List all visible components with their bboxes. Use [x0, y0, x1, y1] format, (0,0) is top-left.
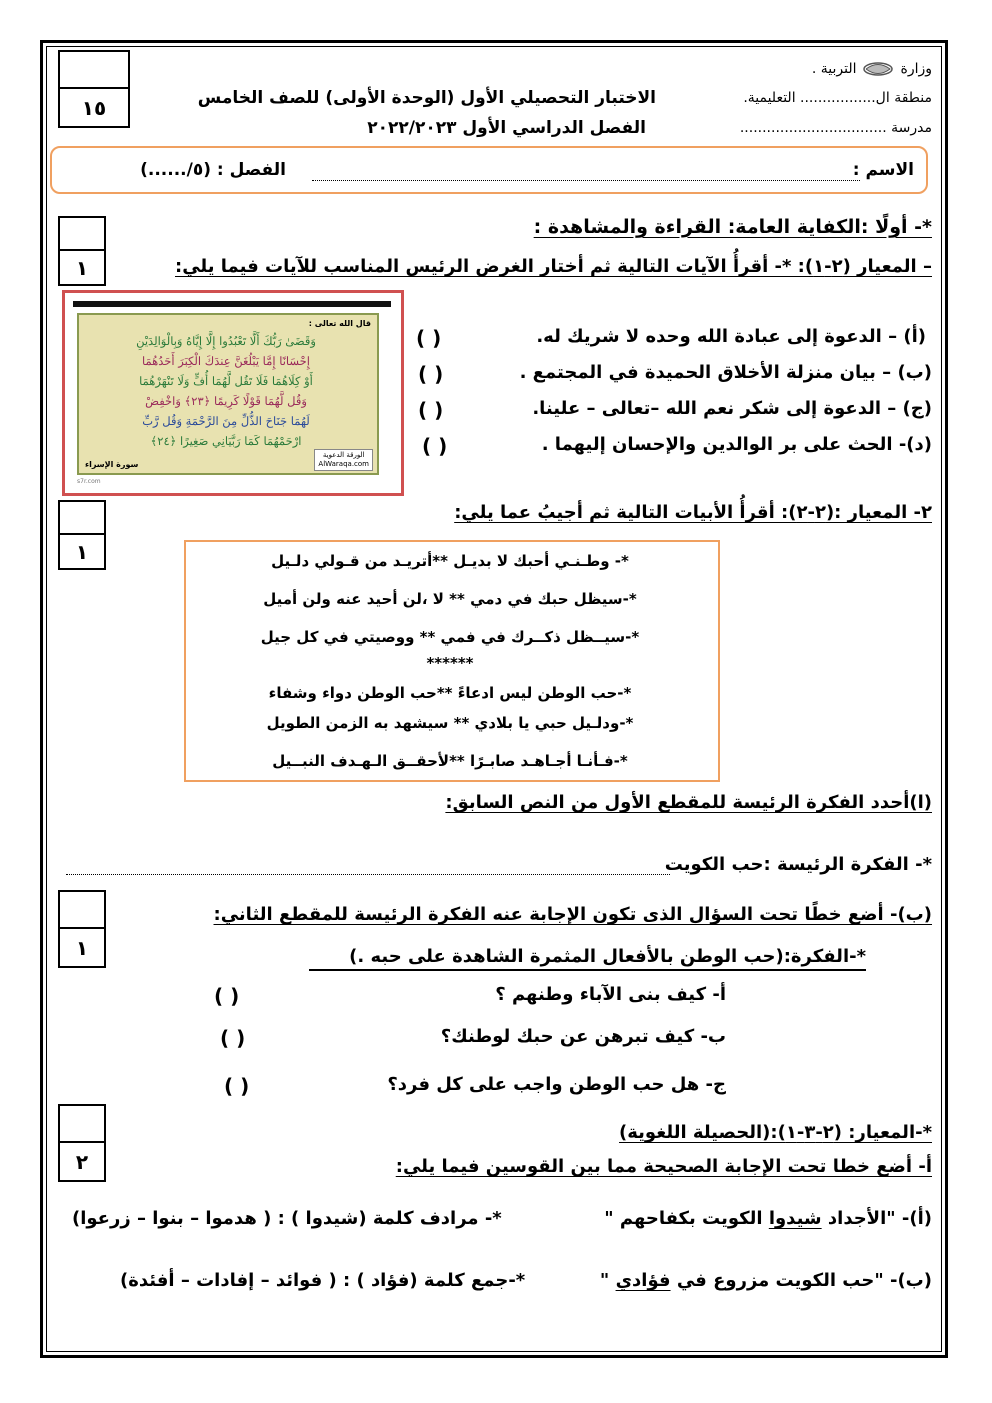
answer-paren-q-c[interactable]: ( )	[224, 1074, 250, 1098]
total-score: ١٥	[81, 95, 107, 120]
ministry-line	[812, 60, 932, 78]
answer-paren-q-b[interactable]: ( )	[220, 1026, 246, 1050]
main-idea: *-الفكرة:(حب الوطن بالأفعال المثمرة الشاهدة على حبه .)	[309, 946, 866, 971]
image-watermark: s7r.com	[77, 478, 101, 485]
answer-paren-d[interactable]: ( )	[422, 434, 448, 458]
section2-standard: ٢- المعيار :(٢-٢): أقرأُ الأبيات التالية ثم أجيبُ عما يلي:	[454, 502, 932, 523]
logo-line: الورقة الدعوية	[322, 451, 365, 459]
section2-score-box	[58, 500, 106, 570]
verse-line: وَقَضَىٰ رَبُّكَ أَلَّا تَعْبُدُوا إِلَّا إِيَّاهُ وَبِالْوَالِدَيْنِ	[136, 334, 316, 348]
exam-title: الاختبار التحصيلي الأول (الوحدة الأولى) للصف الخامس	[197, 88, 656, 108]
school-line: مدرسة .................................	[739, 120, 932, 136]
poem-line: *-فـأنـا أجـاهـد صابـرًا **لأحقــق الـهـدف النبــيل	[272, 752, 628, 770]
item-b-rest: "	[599, 1270, 610, 1291]
section2-score: ١	[75, 539, 89, 564]
option-c: (ج) – الدعوة إلى شكر نعم الله –تعالى – علينا.	[532, 398, 932, 419]
score-blank	[60, 502, 104, 535]
ministry-name: التربية .	[811, 61, 857, 77]
ministry-emblem-icon	[862, 60, 894, 78]
score-blank	[60, 218, 104, 251]
score-blank	[60, 1106, 104, 1143]
section1-score: ١	[75, 255, 89, 280]
section3-score: ٢	[75, 1149, 89, 1174]
choice-question-c[interactable]: ج- هل حب الوطن واجب على كل فرد؟	[387, 1074, 726, 1095]
section1-heading: *- أولًا :الكفاية العامة: القراءة والمشاهدة :	[533, 216, 932, 238]
section1-score-box	[58, 216, 106, 286]
poem-line: *- وطـنـي أحبك لا بديـل **أتريـد من قـولي دلـيل	[271, 552, 629, 570]
score-blank	[60, 52, 128, 89]
verse-header: قال الله تعالى :	[308, 319, 371, 328]
poem-line: *-سيــظل ذكــرك في فمي ** ووصيتي في كل جيل	[260, 628, 640, 646]
verse-line: لَهُمَا جَنَاحَ الذُّلِّ مِنَ الرَّحْمَةِ وَقُل رَّبِّ	[142, 414, 310, 428]
option-d: (د)- الحث على بر الوالدين والإحسان إليهما .	[541, 434, 932, 455]
logo-line: AlWaraqa.com	[318, 460, 369, 468]
question-b: (ب)- أضع خطًا تحت السؤال الذى تكون الإجابة عنه الفكرة الرئيسة للمقطع الثاني:	[213, 904, 932, 925]
answer-a: *- الفكرة الرئيسة :حب الكويت	[664, 854, 932, 875]
vocab-task-b[interactable]: *-جمع كلمة (فؤاد ) : ( فوائد – إفادات – أفئدة)	[120, 1270, 526, 1291]
quran-image-frame	[62, 290, 404, 496]
name-label: الاسم :	[852, 160, 914, 180]
region-line: منطقة ال................. التعليمية.	[743, 90, 932, 106]
choice-question-a[interactable]: أ- كيف بنى الآباء وطنهم ؟	[495, 984, 726, 1005]
poem-line: *-ودلـيل حبي يا بلادي ** سيشهد به الزمن الطويل	[266, 714, 634, 732]
option-a: (أ) – الدعوة إلى عبادة الله وحده لا شريك له.	[536, 326, 926, 347]
student-info-box	[50, 146, 928, 194]
verse-panel	[77, 313, 379, 475]
choice-question-b[interactable]: ب- كيف تبرهن عن حبك لوطنك؟	[440, 1026, 726, 1047]
option-b: (ب) – بيان منزلة الأخلاق الحميدة في المجتمع .	[519, 362, 932, 383]
total-score-box	[58, 50, 130, 128]
item-a-label: (أ)- "الأجداد	[827, 1208, 932, 1229]
item-b-word: فؤادي	[615, 1270, 671, 1291]
item-a-rest: الكويت بكفاحهم "	[604, 1208, 763, 1229]
name-field[interactable]	[312, 180, 860, 181]
section1-standard: – المعيار (٢-١): *- أقرأُ الآيات التالية ثم أختار الغرض الرئيس المناسب للآيات فيما يلي:	[175, 256, 932, 277]
waraqa-logo	[314, 449, 373, 471]
image-top-bar	[73, 301, 391, 307]
verse-line: ارْحَمْهُمَا كَمَا رَبَّيَانِي صَغِيرًا ﴿٢٤﴾	[150, 434, 302, 448]
poem-line: *-حب الوطن ليس ادعاءً **حب الوطن دواء وشفاء	[268, 684, 632, 702]
quran-image	[73, 301, 391, 485]
answer-a-line[interactable]	[66, 874, 670, 875]
surah-name: سورة الإسراء	[85, 460, 139, 469]
poem-separator: ******	[426, 654, 474, 672]
section3-standard: *-المعيار: (٢-٣-١):(الحصيلة اللغوية)	[619, 1122, 932, 1143]
vocab-item-a	[604, 1208, 932, 1229]
score-blank	[60, 892, 104, 929]
exam-term: الفصل الدراسي الأول ٢٠٢٢/٢٠٢٣	[367, 118, 646, 138]
section2b-score-box	[58, 890, 106, 968]
answer-paren-b[interactable]: ( )	[418, 362, 444, 386]
vocab-item-b	[600, 1270, 932, 1291]
verse-line: إِحْسَانًا إِمَّا يَبْلُغَنَّ عِندَكَ الْكِبَرَ أَحَدُهُمَا	[142, 354, 310, 368]
section2b-score: ١	[75, 935, 89, 960]
verse-line: أَوْ كِلَاهُمَا فَلَا تَقُل لَّهُمَا أُفٍّ وَلَا تَنْهَرْهُمَا	[139, 374, 313, 388]
verse-text	[83, 331, 369, 451]
poem-line: *-سيظل حبك في دمي ** لا ،لن أحيد عنه ولن أميل	[263, 590, 637, 608]
poem-box	[184, 540, 720, 782]
answer-paren-a[interactable]: ( )	[416, 326, 442, 350]
answer-paren-q-a[interactable]: ( )	[214, 984, 240, 1008]
section3-score-box	[58, 1104, 106, 1182]
section3-instruction: أ- أضع خطا تحت الإجابة الصحيحة مما بين القوسين فيما يلي:	[395, 1156, 932, 1177]
item-a-word: شيدوا	[768, 1208, 822, 1229]
answer-paren-c[interactable]: ( )	[418, 398, 444, 422]
verse-line: وَقُل لَّهُمَا قَوْلًا كَرِيمًا ﴿٢٣﴾ وَاخْفِضْ	[145, 394, 307, 408]
class-label: الفصل : (٥/......)	[140, 160, 286, 180]
item-b-label: (ب)- "حب الكويت مزروع في	[676, 1270, 932, 1291]
question-a: (ا)أحدد الفكرة الرئيسة للمقطع الأول من النص السابق:	[445, 792, 932, 813]
ministry-word: وزارة	[900, 61, 932, 77]
vocab-task-a[interactable]: *- مرادف كلمة (شيدوا ) : ( هدموا – بنوا – زرعوا)	[72, 1208, 502, 1229]
